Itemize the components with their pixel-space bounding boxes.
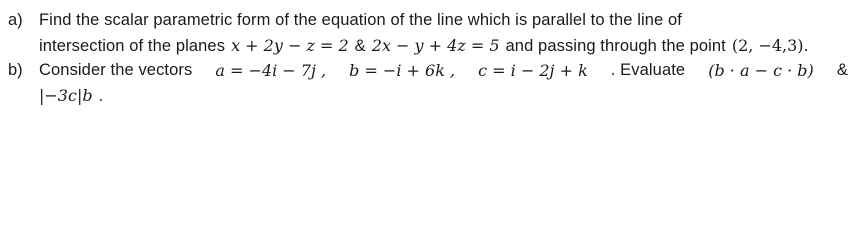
plane-equation-2: 2x − y + 4z = 5 — [371, 36, 500, 55]
problem-a-label: a) — [8, 11, 23, 29]
problem-a — [8, 8, 848, 58]
expression-2: |−3c|b — [39, 86, 93, 105]
given-point: (2, −4,3). — [731, 36, 809, 55]
problem-b-label: b) — [8, 61, 23, 79]
problem-b-line-1 — [8, 58, 848, 83]
problem-b-lead: Consider the vectors — [39, 61, 193, 79]
problem-b — [8, 58, 848, 108]
problem-a-line-1 — [8, 8, 848, 33]
problem-a-statement-1: Find the scalar parametric form of the equation of the line which is parallel to the line of — [39, 11, 682, 29]
vector-a: a = −4i − 7j , — [215, 61, 327, 80]
ampersand-a: & — [354, 37, 366, 55]
problem-b-line-2 — [8, 83, 848, 108]
vector-c: c = i − 2j + k — [478, 61, 588, 80]
ampersand-b: & — [836, 61, 848, 79]
vector-b: b = −i + 6k , — [349, 61, 456, 80]
problem-a-line-2 — [8, 33, 848, 58]
problem-b-end: . — [98, 87, 104, 105]
plane-equation-1: x + 2y − z = 2 — [231, 36, 349, 55]
expression-1: (b · a − c · b) — [708, 61, 814, 80]
document-page — [0, 0, 855, 112]
problem-a-statement-2: intersection of the planes — [39, 37, 226, 55]
problem-a-statement-3: and passing through the point — [505, 37, 726, 55]
evaluate-text: . Evaluate — [610, 61, 686, 79]
